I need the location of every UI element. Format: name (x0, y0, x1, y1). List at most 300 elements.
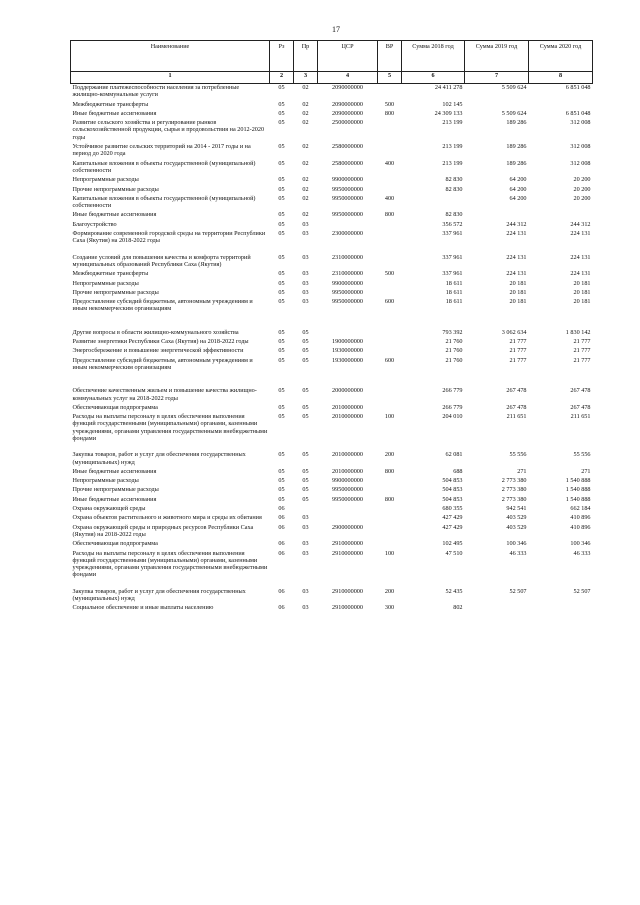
table-row (71, 211, 593, 220)
row-rz: 06 (278, 523, 285, 531)
row-sum-2020: 1 540 888 (565, 477, 591, 485)
row-csr (318, 221, 378, 230)
row-sum-2020: 224 131 (570, 270, 591, 278)
row-rz: 05 (278, 486, 285, 494)
row-vr (378, 247, 402, 271)
row-sum-2019 (465, 211, 529, 220)
row-csr: 9900000000 (332, 279, 363, 287)
row-sum-2019: 52 507 (509, 587, 527, 595)
row-pr: 05 (302, 387, 309, 395)
row-sum-2020: 1 540 888 (565, 495, 591, 503)
row-pr: 02 (302, 84, 309, 91)
row-vr (378, 221, 402, 230)
row-vr: 400 (384, 194, 395, 202)
row-sum-2019: 224 131 (506, 253, 527, 261)
row-vr (378, 143, 402, 160)
row-rz: 05 (278, 211, 285, 219)
row-name: Обеспечивающая подпрограмма (72, 403, 158, 411)
row-sum-2020: 267 478 (570, 387, 591, 395)
row-pr: 03 (302, 270, 309, 278)
row-sum-2020: 211 651 (570, 413, 591, 421)
header-number: 1 (71, 72, 270, 84)
table-row (71, 540, 593, 549)
row-sum-2020: 1 830 142 (565, 328, 591, 336)
row-rz: 06 (278, 549, 285, 557)
row-sum-2019: 211 651 (506, 413, 527, 421)
row-sum-2020: 20 200 (573, 185, 591, 193)
table-row (71, 110, 593, 119)
row-sum-2018: 266 779 (442, 387, 463, 395)
row-vr (378, 186, 402, 195)
row-sum-2019: 271 (517, 467, 527, 475)
row-vr (378, 315, 402, 338)
row-sum-2020: 20 181 (573, 288, 591, 296)
row-csr: 1900000000 (332, 338, 363, 346)
row-pr: 02 (302, 143, 309, 151)
row-rz: 05 (278, 477, 285, 485)
row-sum-2019: 64 200 (509, 185, 527, 193)
row-sum-2020: 21 777 (573, 338, 591, 346)
row-sum-2019: 5 509 624 (501, 109, 527, 117)
row-rz: 05 (278, 451, 285, 459)
row-sum-2019: 2 773 380 (501, 495, 527, 503)
row-sum-2018: 213 199 (442, 143, 463, 151)
row-sum-2018: 82 830 (445, 185, 463, 193)
row-name: Иные бюджетные ассигнования (72, 211, 157, 219)
row-sum-2019 (465, 604, 529, 613)
budget-table (70, 40, 593, 614)
row-vr: 600 (384, 298, 395, 306)
row-vr (378, 119, 402, 143)
row-pr: 03 (302, 279, 309, 287)
row-csr: 2010000000 (332, 403, 363, 411)
row-pr: 03 (302, 288, 309, 296)
row-sum-2019: 21 777 (509, 338, 527, 346)
row-pr: 05 (302, 328, 309, 336)
row-pr: 05 (302, 477, 309, 485)
row-vr (378, 84, 402, 101)
row-name: Благоустройство (72, 220, 117, 228)
row-name: Прочие непрограммные расходы (72, 185, 159, 193)
row-sum-2018: 21 760 (445, 356, 463, 364)
row-csr: 9900000000 (332, 477, 363, 485)
row-vr (378, 289, 402, 298)
row-csr: 2300000000 (332, 230, 363, 238)
row-csr: 9950000000 (332, 495, 363, 503)
table-row (71, 280, 593, 289)
row-pr: 03 (302, 523, 309, 531)
header-numbers-row (71, 72, 593, 84)
row-sum-2018: 52 435 (445, 587, 463, 595)
row-rz: 05 (278, 253, 285, 261)
row-csr: 2580000000 (332, 159, 363, 167)
row-csr: 2910000000 (332, 604, 363, 612)
table-row (71, 404, 593, 413)
row-sum-2019: 5 509 624 (501, 84, 527, 91)
row-name: Расходы на выплаты персоналу в целях обеспечения выполнения функций государственными (муниципальными) органами, казенными учреждениями, органами управления государственными внебюджетными фондами (72, 413, 268, 442)
table-row (71, 413, 593, 444)
row-name: Охрана окружающей среды (72, 505, 146, 513)
header-pr: Пр (294, 41, 318, 72)
row-sum-2018: 24 309 133 (434, 109, 463, 117)
row-vr: 800 (384, 109, 395, 117)
row-pr: 03 (302, 540, 309, 548)
table-row (71, 347, 593, 356)
row-rz: 05 (278, 356, 285, 364)
row-vr (378, 373, 402, 404)
row-sum-2019: 267 478 (506, 403, 527, 411)
row-sum-2018: 266 779 (442, 403, 463, 411)
row-sum-2020 (529, 101, 593, 110)
row-sum-2019: 2 773 380 (501, 486, 527, 494)
row-name: Непрограммные расходы (72, 477, 139, 485)
row-vr (378, 404, 402, 413)
row-name: Иные бюджетные ассигнования (72, 495, 157, 503)
row-vr (378, 176, 402, 185)
row-sum-2019: 267 478 (506, 387, 527, 395)
row-vr (378, 514, 402, 523)
row-name: Капитальные вложения в объекты государственной (муниципальной) собственности (72, 159, 256, 174)
row-sum-2019 (465, 101, 529, 110)
row-sum-2018: 802 (453, 604, 463, 612)
row-vr (378, 524, 402, 541)
header-number: 6 (402, 72, 465, 84)
row-sum-2020: 52 507 (573, 587, 591, 595)
row-csr: 2910000000 (332, 549, 363, 557)
row-pr: 05 (302, 467, 309, 475)
table-row (71, 84, 593, 101)
row-pr (294, 505, 318, 514)
row-name: Непрограммные расходы (72, 176, 139, 184)
row-vr: 800 (384, 467, 395, 475)
row-vr: 100 (384, 549, 395, 557)
row-sum-2020: 1 540 888 (565, 486, 591, 494)
table-row (71, 357, 593, 374)
row-pr: 03 (302, 549, 309, 557)
row-vr (378, 486, 402, 495)
row-sum-2020 (529, 604, 593, 613)
row-sum-2018: 213 199 (442, 119, 463, 127)
row-name: Охрана объектов растительного и животного мира и среды их обитания (72, 514, 262, 522)
row-sum-2018: 427 429 (442, 523, 463, 531)
row-sum-2018: 213 199 (442, 159, 463, 167)
row-name: Устойчивое развитие сельских территорий на 2014 - 2017 годы и на период до 2020 года (72, 143, 251, 158)
row-vr (378, 540, 402, 549)
header-sum-2020: Сумма 2020 год (529, 41, 593, 72)
row-name: Межбюджетные трансферты (72, 270, 149, 278)
row-sum-2020: 6 851 048 (565, 109, 591, 117)
row-csr: 1930000000 (332, 356, 363, 364)
row-rz: 05 (278, 185, 285, 193)
table-row (71, 468, 593, 477)
row-sum-2019: 244 312 (506, 220, 527, 228)
row-sum-2020: 21 777 (573, 356, 591, 364)
row-sum-2018: 504 853 (442, 486, 463, 494)
table-body (71, 84, 593, 614)
header-number: 7 (465, 72, 529, 84)
row-csr: 1930000000 (332, 347, 363, 355)
row-sum-2020: 410 896 (570, 514, 591, 522)
row-rz: 05 (278, 119, 285, 127)
row-sum-2018: 82 830 (445, 176, 463, 184)
row-rz: 05 (278, 220, 285, 228)
row-sum-2020: 224 131 (570, 253, 591, 261)
row-rz: 05 (278, 288, 285, 296)
header-number: 8 (529, 72, 593, 84)
row-pr: 02 (302, 100, 309, 108)
row-sum-2018: 204 010 (442, 413, 463, 421)
row-pr: 05 (302, 486, 309, 494)
row-sum-2020: 271 (581, 467, 591, 475)
table-row (71, 315, 593, 338)
table-row (71, 338, 593, 347)
table-row (71, 186, 593, 195)
row-rz: 06 (278, 604, 285, 612)
row-name: Прочие непрограммные расходы (72, 288, 159, 296)
row-pr: 02 (302, 109, 309, 117)
row-pr: 05 (302, 338, 309, 346)
table-row (71, 270, 593, 279)
row-pr: 03 (302, 220, 309, 228)
row-pr: 02 (302, 159, 309, 167)
page-number: 17 (332, 25, 340, 34)
row-pr: 02 (302, 176, 309, 184)
row-rz: 06 (278, 587, 285, 595)
header-rz: Рз (270, 41, 294, 72)
row-sum-2019: 403 529 (506, 523, 527, 531)
table-row (71, 524, 593, 541)
row-sum-2018: 504 853 (442, 495, 463, 503)
row-sum-2018: 427 429 (442, 514, 463, 522)
row-sum-2018: 356 572 (442, 220, 463, 228)
row-pr: 05 (302, 413, 309, 421)
row-sum-2018: 62 081 (445, 451, 463, 459)
row-sum-2018: 337 961 (442, 230, 463, 238)
row-sum-2018: 337 961 (442, 270, 463, 278)
row-vr (378, 338, 402, 347)
row-sum-2020: 100 346 (570, 540, 591, 548)
header-sum-2019: Сумма 2019 год (465, 41, 529, 72)
row-sum-2018 (402, 195, 465, 212)
row-sum-2018: 793 392 (442, 328, 463, 336)
row-pr: 05 (302, 495, 309, 503)
row-name: Социальное обеспечение и иные выплаты населению (72, 604, 214, 612)
row-pr: 02 (302, 185, 309, 193)
row-csr: 9950000000 (332, 194, 363, 202)
row-sum-2018: 504 853 (442, 477, 463, 485)
row-sum-2018: 337 961 (442, 253, 463, 261)
row-sum-2019: 224 131 (506, 270, 527, 278)
row-sum-2018: 688 (453, 467, 463, 475)
row-sum-2018: 18 611 (445, 288, 463, 296)
row-csr: 2090000000 (332, 84, 363, 91)
row-rz: 06 (278, 540, 285, 548)
table-row (71, 143, 593, 160)
row-vr (378, 477, 402, 486)
row-rz: 05 (278, 328, 285, 336)
table-row (71, 176, 593, 185)
row-csr: 2500000000 (332, 119, 363, 127)
row-pr: 02 (302, 211, 309, 219)
row-vr (378, 347, 402, 356)
row-sum-2020 (529, 211, 593, 220)
row-pr: 05 (302, 356, 309, 364)
row-rz: 05 (278, 495, 285, 503)
row-name: Развитие сельского хозяйства и регулирование рынков сельскохозяйственной продукции, сырья и продовольствия на 2012-2020 годы (72, 119, 265, 141)
row-name: Иные бюджетные ассигнования (72, 467, 157, 475)
table-row (71, 195, 593, 212)
row-name: Межбюджетные трансферты (72, 100, 149, 108)
row-csr: 9900000000 (332, 176, 363, 184)
header-csr: ЦСР (318, 41, 378, 72)
table-row (71, 496, 593, 505)
row-vr: 500 (384, 100, 395, 108)
row-csr: 2910000000 (332, 587, 363, 595)
row-sum-2019: 64 200 (509, 194, 527, 202)
row-sum-2020: 46 333 (573, 549, 591, 557)
row-vr: 800 (384, 495, 395, 503)
row-sum-2018: 21 760 (445, 338, 463, 346)
row-sum-2019: 189 286 (506, 143, 527, 151)
row-sum-2018: 24 411 278 (434, 84, 463, 91)
row-name: Предоставление субсидий бюджетным, автономным учреждениям и иным некоммерческим организациям (72, 356, 253, 371)
row-rz: 05 (278, 270, 285, 278)
header-row (71, 41, 593, 72)
row-csr: 2090000000 (332, 109, 363, 117)
row-rz: 05 (278, 194, 285, 202)
row-name: Расходы на выплаты персоналу в целях обеспечения выполнения функций государственными (муниципальными) органами, казенными учреждениями, органами управления государственными внебюджетными фондами (72, 549, 268, 579)
table-row (71, 289, 593, 298)
row-vr: 500 (384, 270, 395, 278)
row-name: Энергосбережение и повышение энергетической эффективности (72, 347, 244, 355)
row-csr: 9950000000 (332, 211, 363, 219)
row-csr: 9950000000 (332, 298, 363, 306)
row-csr: 2010000000 (332, 467, 363, 475)
row-rz: 06 (278, 505, 285, 513)
row-pr: 02 (302, 194, 309, 202)
row-csr: 2090000000 (332, 100, 363, 108)
row-csr: 9950000000 (332, 486, 363, 494)
row-sum-2020: 410 896 (570, 523, 591, 531)
row-sum-2020: 20 181 (573, 298, 591, 306)
row-sum-2018: 18 611 (445, 279, 463, 287)
header-number: 5 (378, 72, 402, 84)
row-pr: 03 (302, 604, 309, 612)
row-csr: 2010000000 (332, 451, 363, 459)
row-csr (318, 514, 378, 523)
row-sum-2019: 403 529 (506, 514, 527, 522)
row-sum-2019: 224 131 (506, 230, 527, 238)
row-sum-2019: 100 346 (506, 540, 527, 548)
row-name: Формирование современной городской среды на территории Республики Саха (Якутия) на 2018-2022 годы (72, 230, 266, 245)
row-rz: 05 (278, 159, 285, 167)
row-vr: 600 (384, 356, 395, 364)
table-row (71, 101, 593, 110)
row-sum-2020: 312 008 (570, 143, 591, 151)
table-row (71, 581, 593, 605)
row-rz: 05 (278, 279, 285, 287)
row-name: Капитальные вложения в объекты государственной (муниципальной) собственности (72, 194, 256, 210)
row-vr: 400 (384, 159, 395, 167)
row-name: Закупка товаров, работ и услуг для обеспечения государственных (муниципальных) нужд (72, 587, 246, 603)
row-rz: 05 (278, 109, 285, 117)
table-row (71, 119, 593, 143)
row-csr: 2900000000 (332, 523, 363, 531)
row-rz: 05 (278, 298, 285, 306)
row-rz: 05 (278, 84, 285, 91)
row-sum-2019: 189 286 (506, 159, 527, 167)
header-name: Наименование (71, 41, 270, 72)
row-name: Поддержание платежеспособности населения за потребленные жилищно-коммунальные услуги (72, 84, 240, 99)
row-rz: 05 (278, 413, 285, 421)
row-vr: 300 (384, 604, 395, 612)
table-row (71, 160, 593, 177)
row-sum-2020: 20 181 (573, 279, 591, 287)
table-row (71, 505, 593, 514)
row-sum-2018: 102 495 (442, 540, 463, 548)
row-sum-2019: 20 181 (509, 279, 527, 287)
row-sum-2019: 2 773 380 (501, 477, 527, 485)
row-rz: 05 (278, 347, 285, 355)
table-row (71, 221, 593, 230)
row-csr: 2580000000 (332, 143, 363, 151)
row-pr: 03 (302, 298, 309, 306)
row-sum-2019: 21 777 (509, 356, 527, 364)
row-pr: 05 (302, 347, 309, 355)
header-number: 3 (294, 72, 318, 84)
row-sum-2020: 244 312 (570, 220, 591, 228)
row-csr: 2910000000 (332, 540, 363, 548)
row-sum-2019: 64 200 (509, 176, 527, 184)
table-row (71, 230, 593, 247)
table-row (71, 514, 593, 523)
row-rz: 05 (278, 403, 285, 411)
row-name: Непрограммные расходы (72, 279, 139, 287)
row-name: Развитие энергетики Республики Саха (Якутия) на 2018-2022 годы (72, 338, 249, 346)
row-sum-2020: 312 008 (570, 119, 591, 127)
row-rz: 05 (278, 176, 285, 184)
row-name: Предоставление субсидий бюджетным, автономным учреждениям и иным некоммерческим организациям (72, 298, 253, 313)
row-rz: 05 (278, 467, 285, 475)
row-rz: 05 (278, 230, 285, 238)
row-sum-2018: 680 355 (442, 505, 463, 513)
row-vr: 200 (384, 451, 395, 459)
row-sum-2018: 102 145 (442, 100, 463, 108)
table-row (71, 298, 593, 315)
row-sum-2020: 267 478 (570, 403, 591, 411)
row-vr: 800 (384, 211, 395, 219)
row-sum-2020: 224 131 (570, 230, 591, 238)
row-name: Создание условий для повышения качества и комфорта территорий муниципальных образований Республики Саха (Якутия) (72, 253, 251, 268)
row-pr: 05 (302, 451, 309, 459)
row-sum-2020: 20 200 (573, 176, 591, 184)
row-csr (318, 505, 378, 514)
header-sum-2018: Сумма 2018 год (402, 41, 465, 72)
row-name: Прочие непрограммные расходы (72, 486, 159, 494)
row-rz: 06 (278, 514, 285, 522)
row-sum-2020: 21 777 (573, 347, 591, 355)
row-csr: 2310000000 (332, 270, 363, 278)
row-rz: 05 (278, 338, 285, 346)
row-sum-2019: 189 286 (506, 119, 527, 127)
row-csr: 2010000000 (332, 413, 363, 421)
row-sum-2020: 312 008 (570, 159, 591, 167)
table-row (71, 550, 593, 581)
row-sum-2019: 20 181 (509, 288, 527, 296)
row-sum-2018: 18 611 (445, 298, 463, 306)
header-number: 2 (270, 72, 294, 84)
row-vr (378, 505, 402, 514)
